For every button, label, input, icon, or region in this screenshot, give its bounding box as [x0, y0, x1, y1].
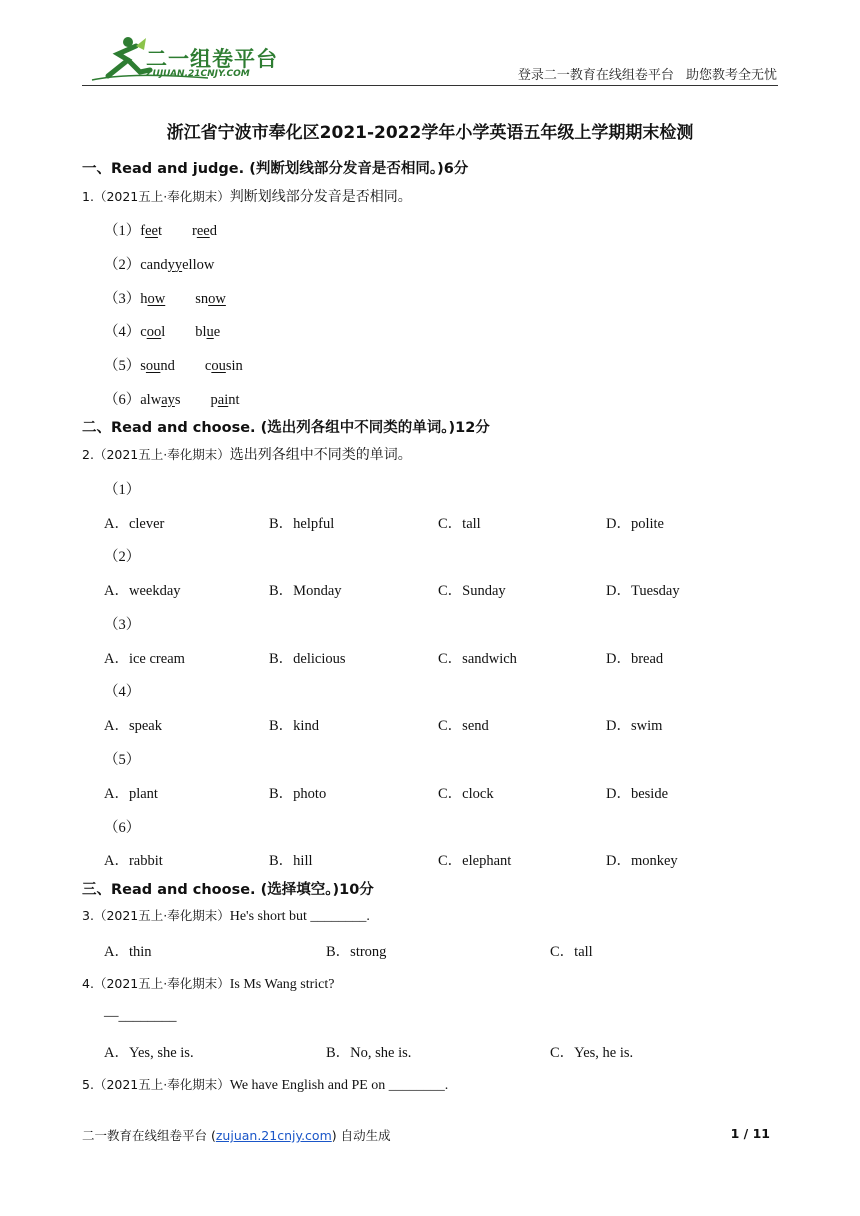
question-5 — [82, 1075, 448, 1094]
footer-text: 二一教育在线组卷平台 ( — [82, 1128, 216, 1143]
logo-text: 二一组卷平台 — [146, 47, 278, 71]
judge-item: （4）cool blue — [104, 324, 221, 340]
question-source: （2021五上·奉化期末） — [93, 1077, 230, 1092]
judge-item: （3）how snow — [104, 291, 226, 307]
header-divider — [82, 85, 778, 86]
header-slogan — [510, 64, 777, 83]
option-c: C．sandwich — [438, 651, 517, 667]
page-number: 1 / 11 — [730, 1126, 770, 1141]
option-b: B．hill — [269, 853, 313, 869]
logo-subtext: ZUJUAN.21CNJY.COM — [146, 69, 250, 79]
option-b: B．No, she is. — [326, 1045, 412, 1061]
option-c: C．Yes, he is. — [550, 1045, 634, 1061]
answer-line: —________ — [104, 1008, 177, 1024]
question-text: We have English and PE on ________. — [229, 1078, 449, 1093]
group-label: （1） — [104, 482, 141, 498]
section-heading-2: 二、Read and choose. (选出列各组中不同类的单词。)12分 — [82, 420, 490, 436]
group-label: （6） — [104, 820, 141, 836]
footer — [82, 1126, 391, 1144]
question-number: 1. — [82, 189, 94, 204]
option-d: D．swim — [606, 718, 663, 734]
option-b: B．kind — [269, 718, 319, 734]
group-label: （3） — [104, 617, 141, 633]
question-text: Is Ms Wang strict? — [229, 977, 335, 992]
group-label: （4） — [104, 684, 141, 700]
section-heading-1: 一、Read and judge. (判断划线部分发音是否相同。)6分 — [82, 161, 469, 177]
option-c: C．Sunday — [438, 583, 506, 599]
option-c: C．tall — [550, 944, 593, 960]
group-label: （2） — [104, 549, 141, 565]
question-source: （2021五上·奉化期末） — [93, 976, 230, 991]
option-a: A．ice cream — [104, 651, 185, 667]
option-d: D．bread — [606, 651, 664, 667]
option-b: B．delicious — [269, 651, 346, 667]
option-a: A．plant — [104, 786, 158, 802]
footer-text-end: ) 自动生成 — [331, 1128, 391, 1143]
option-a: A．weekday — [104, 583, 181, 599]
question-source: （2021五上·奉化期末） — [93, 189, 230, 204]
section-heading-3: 三、Read and choose. (选择填空。)10分 — [82, 882, 374, 898]
option-d: D．polite — [606, 516, 664, 532]
question-2 — [82, 444, 412, 464]
question-number: 4. — [82, 976, 94, 991]
judge-item: （1）feet reed — [104, 223, 217, 239]
option-a: A．clever — [104, 516, 165, 532]
slogan-help: 助您教考全无忧 — [685, 68, 777, 83]
question-number: 2. — [82, 447, 94, 462]
option-d: D．monkey — [606, 853, 678, 869]
question-text: He's short but ________. — [229, 909, 370, 924]
judge-item: （5）sound cousin — [104, 358, 243, 374]
judge-item: （6）always paint — [104, 392, 240, 408]
option-b: B．helpful — [269, 516, 335, 532]
option-b: B．Monday — [269, 583, 342, 599]
option-b: B．photo — [269, 786, 327, 802]
option-a: A．thin — [104, 944, 152, 960]
option-d: D．beside — [606, 786, 669, 802]
question-1 — [82, 186, 412, 206]
question-number: 3. — [82, 908, 94, 923]
page-title: 浙江省宁波市奉化区2021-2022学年小学英语五年级上学期期末检测 — [166, 123, 694, 143]
option-b: B．strong — [326, 944, 387, 960]
group-label: （5） — [104, 752, 141, 768]
option-c: C．clock — [438, 786, 494, 802]
option-d: D．Tuesday — [606, 583, 680, 599]
option-c: C．elephant — [438, 853, 512, 869]
question-source: （2021五上·奉化期末） — [93, 447, 230, 462]
slogan-login[interactable]: 登录二一教育在线组卷平台 — [517, 68, 674, 83]
question-3 — [82, 906, 370, 925]
footer-link[interactable]: zujuan.21cnjy.com — [215, 1128, 332, 1143]
question-text: 选出列各组中不同类的单词。 — [229, 448, 412, 463]
question-4 — [82, 974, 335, 993]
option-a: A．Yes, she is. — [104, 1045, 194, 1061]
judge-item: （2）candyyellow — [104, 257, 215, 273]
question-text: 判断划线部分发音是否相同。 — [229, 190, 412, 205]
question-source: （2021五上·奉化期末） — [93, 908, 230, 923]
option-a: A．speak — [104, 718, 162, 734]
option-a: A．rabbit — [104, 853, 163, 869]
option-c: C．tall — [438, 516, 481, 532]
option-c: C．send — [438, 718, 489, 734]
question-number: 5. — [82, 1077, 94, 1092]
